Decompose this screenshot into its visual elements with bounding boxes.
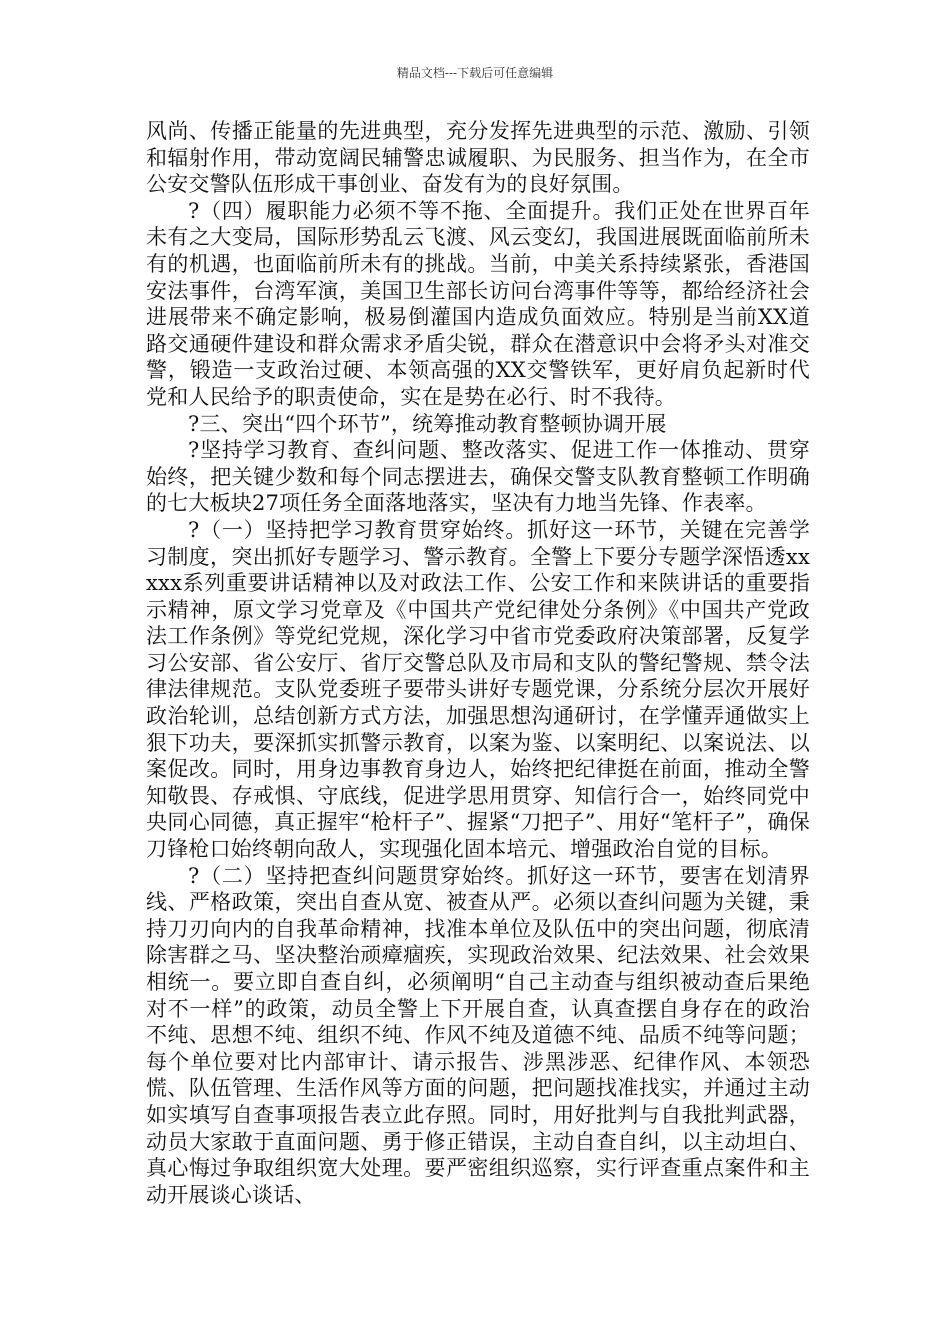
page-header: 精品文档---下载后可任意编辑 <box>396 66 554 80</box>
paragraph: ?（二）坚持把查纠问题贯穿始终。抓好这一环节，要害在划清界线、严格政策，突出自查从宽、被查从严。必须以查纠问题为关键，秉持刀刃向内的自我革命精神，找准本单位及队伍中的突出问题，彻底清除害群之马、坚决整治顽瘴痼疾，实现政治效果、纪法效果、社会效果相统一。要立即自查自纠，必须阐明“自己主动查与组织被动查后果绝对不一样”的政策，动员全警上下开展自查，认真查摆自身存在的政治不纯、思想不纯、组织不纯、作风不纯及道德不纯、品质不纯等问题；每个单位要对比内部审计、请示报告、涉黑涉恶、纪律作风、本领恐慌、队伍管理、生活作风等方面的问题，把问题找准找实，并通过主动如实填写自查事项报告表立此存照。同时，用好批判与自我批判武器，动员大家敢于直面问题、勇于修正错误，主动自查自纠，以主动坦白、真心悔过争取组织宽大处理。要严密组织巡察，实行评查重点案件和主动开展谈心谈话、 <box>146 863 810 1207</box>
paragraph: ?（四）履职能力必须不等不拖、全面提升。我们正处在世界百年未有之大变局，国际形势乱云飞渡、风云变幻，我国进展既面临前所未有的机遇，也面临前所未有的挑战。当前，中美关系持续紧张，香港国安法事件，台湾军演，美国卫生部长访问台湾事件等等，都给经济社会进展带来不确定影响，极易倒灌国内造成负面效应。特别是当前XX道路交通硬件建设和群众需求矛盾尖锐，群众在潜意识中会将矛头对准交警，锻造一支政治过硬、本领高强的XX交警铁军，更好肩负起新时代党和人民给予的职责使命，实在是势在必行、时不我待。 <box>146 198 810 409</box>
paragraph: ?坚持学习教育、查纠问题、整改落实、促进工作一体推动、贯穿始终，把关键少数和每个同志摆进去，确保交警支队教育整顿工作明确的七大板块27项任务全面落地落实，坚决有力地当先锋、作表率。 <box>146 438 810 516</box>
document-body <box>146 118 810 1208</box>
section-heading: ?三、突出“四个环节”，统筹推动教育整顿协调开展 <box>188 411 667 436</box>
paragraph: 风尚、传播正能量的先进典型，充分发挥先进典型的示范、激励、引领和辐射作用，带动宽阔民辅警忠诚履职、为民服务、担当作为，在全市公安交警队伍形成干事创业、奋发有为的良好氛围。 <box>146 119 810 197</box>
paragraph: ?（一）坚持把学习教育贯穿始终。抓好这一环节，关键在完善学习制度，突出抓好专题学习、警示教育。全警上下要分专题学深悟透xxxxx系列重要讲话精神以及对政法工作、公安工作和来陕讲话的重要指示精神，原文学习党章及《中国共产党纪律处分条例》《中国共产党政法工作条例》等党纪党规，深化学习中省市党委政府决策部署，反复学习公安部、省公安厅、省厅交警总队及市局和支队的警纪警规、禁令法律法律规范。支队党委班子要带头讲好专题党课，分系统分层次开展好政治轮训，总结创新方式方法，加强思想沟通研讨，在学懂弄通做实上狠下功夫，要深抓实抓警示教育，以案为鉴、以案明纪、以案说法、以案促改。同时，用身边事教育身边人，始终把纪律挺在前面，推动全警知敬畏、存戒惧、守底线，促进学思用贯穿、知信行合一，始终同党中央同心同德，真正握牢“枪杆子”、握紧“刀把子”、用好“笔杆子”，确保刀锋枪口始终朝向敌人，实现强化固本培元、增强政治自觉的目标。 <box>146 517 810 862</box>
